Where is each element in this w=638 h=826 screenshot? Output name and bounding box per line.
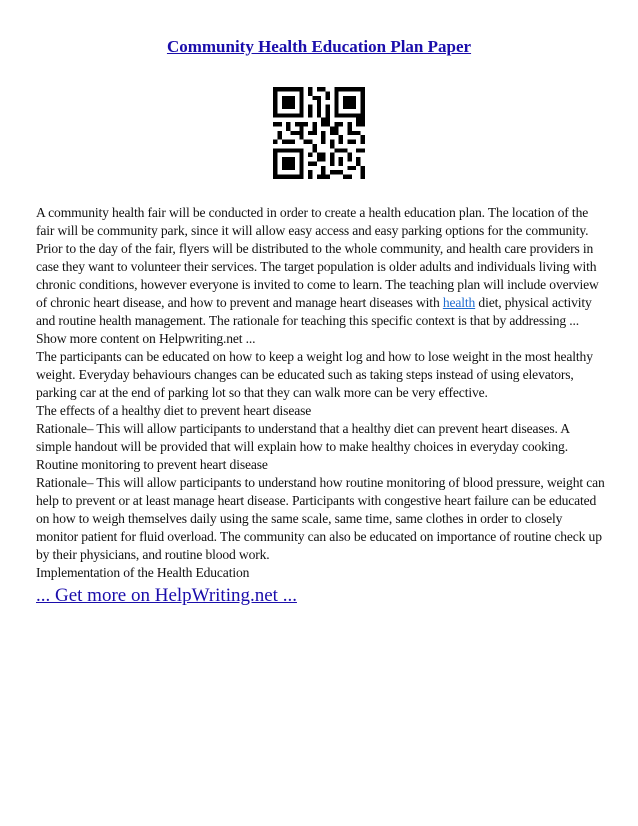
paragraph-intro-text-end: diet, physical activity and routine health management. The rationale for teaching this specific context is that by addressing ... Show more content on Helpwriting.net ...	[36, 295, 592, 346]
rationale-healthy-diet: Rationale– This will allow participants to understand that a healthy diet can prevent heart diseases. A simple handout will be provided that will explain how to make healthy choices in everyday cooking.	[36, 421, 570, 454]
qr-code-icon	[273, 87, 365, 179]
heading-healthy-diet: The effects of a healthy diet to prevent heart disease	[36, 403, 312, 418]
paragraph-intro	[36, 204, 606, 348]
health-link[interactable]: health	[442, 295, 476, 310]
heading-implementation: Implementation of the Health Education	[36, 565, 250, 580]
paragraph-participants: The participants can be educated on how to keep a weight log and how to lose weight in the most healthy weight. Everyday behaviours changes can be educated such as taking steps instead of using elevators, parking car at the end of parking lot so that they can walk more can be very effective.	[36, 349, 593, 400]
paragraph-intro-text-start: A community health fair will be conducted in order to create a health education plan. The location of the fair will be community park, since it will allow easy access and easy parking options for the community. Prior to the day of the fair, flyers will be distributed to the whole community, and health care providers in case they want to volunteer their services. The target population is older adults and individuals living with chronic conditions, however everyone is invited to come to learn. The teaching plan will include overview of chronic heart disease, and how to prevent and manage heart diseases with	[36, 205, 599, 310]
heading-routine-monitoring: Routine monitoring to prevent heart disease	[36, 457, 268, 472]
document-title-link[interactable]: Community Health Education Plan Paper	[166, 37, 472, 56]
get-more-link[interactable]: ... Get more on HelpWriting.net ...	[36, 585, 297, 606]
document-body	[36, 204, 606, 582]
rationale-routine-monitoring: Rationale– This will allow participants to understand how routine monitoring of blood pressure, weight can help to prevent or at least manage heart disease. Participants with congestive heart failure can be educated on how to weigh themselves daily using the same scale, same time, same clothes in order to closely monitor patient for fluid overload. The community can also be educated on importance of routine check up by their physicians, and routine blood work.	[36, 475, 605, 562]
